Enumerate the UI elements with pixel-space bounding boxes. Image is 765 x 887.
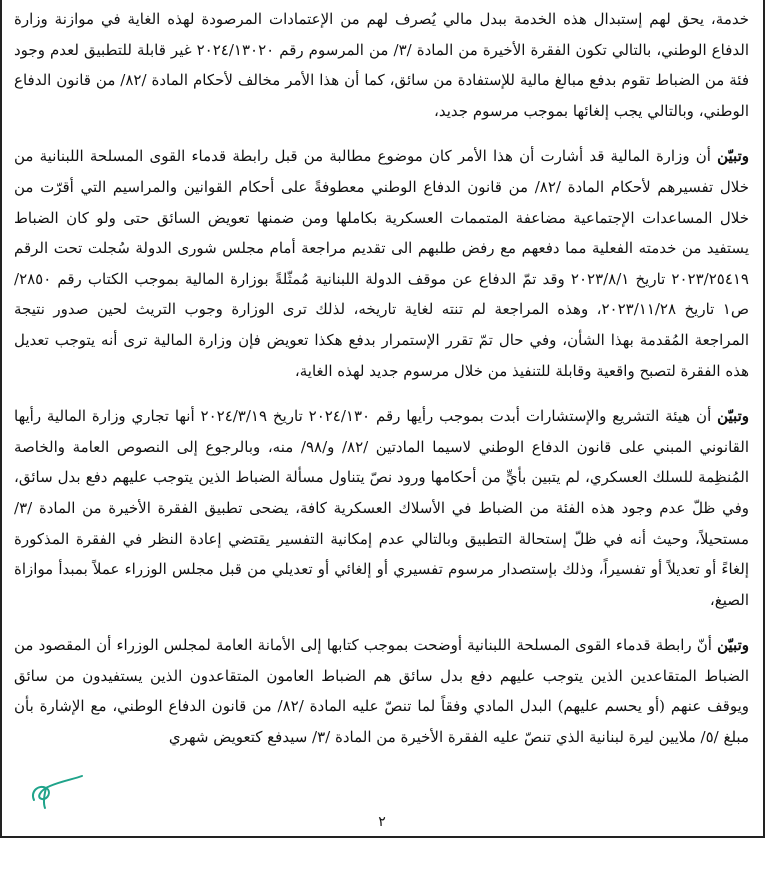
paragraph-2-text: أن وزارة المالية قد أشارت أن هذا الأمر كان موضوع مطالبة من قبل رابطة قدماء القوى المسلحة اللبنانية من خلال تفسيرهم لأحكام المادة /٨٢/ من قانون الدفاع الوطني معطوفةً على أحكام القوانين والمراسيم التي أقرّت من خلال المساعدات الإجتماعية مضاعفة المتممات العسكرية بكاملها ومن ضمنها تعويض السائق حتى ولو كان الضباط يستفيد من خدمته الفعلية مما دفعهم مع رفض طلبهم الى تقديم مراجعة أمام مجلس شورى الدولة سُجلت تحت الرقم ٢٠٢٣/٢٥٤١٩ تاريخ ٢٠٢٣/٨/١ وقد تمّ الدفاع عن موقف الدولة اللبنانية مُمثّلةً بوزارة المالية بموجب الكتاب رقم ٢٨٥٠/ص١ تاريخ ٢٠٢٣/١١/٢٨، وهذه المراجعة لم تنته لغاية تاريخه، لذلك ترى الوزارة وجوب التريث لحين صدور نتيجة المراجعة المُقدمة بهذا الشأن، وفي حال تمّ تقرر الإستمرار بدفع هكذا تعويض فإن وزارة المالية ترى أنه يتوجب تعديل هذه الفقرة لتصبح واقعية وقابلة للتنفيذ من خلال مرسوم جديد لهذه الغاية، <box>14 147 749 380</box>
paragraph-1 <box>14 4 749 126</box>
paragraph-3-lead: وتبيّن <box>717 407 749 426</box>
paragraph-2-lead: وتبيّن <box>717 147 749 166</box>
paragraph-1-text: خدمة، يحق لهم إستبدال هذه الخدمة ببدل مالي يُصرف لهم من الإعتمادات المرصودة لهذه الغاية في موازنة وزارة الدفاع الوطني، بالتالي تكون الفقرة الأخيرة من المادة /٣/ من المرسوم رقم ٢٠٢٤/١٣٠٢٠ غير قابلة للتطبيق لعدم وجود فئة من الضباط تقوم بدفع مبالغ مالية للإستفادة من سائق، كما أن هذا الأمر مخالف لأحكام المادة /٨٢/ من قانون الدفاع الوطني، وبالتالي يجب إلغائها بموجب مرسوم جديد، <box>14 10 749 120</box>
handwritten-signature <box>28 770 86 810</box>
page-number: ٢ <box>378 814 386 830</box>
paragraph-3 <box>14 401 749 615</box>
page-border-bottom <box>0 836 765 838</box>
paragraph-3-text: أن هيئة التشريع والإستشارات أبدت بموجب رأيها رقم ٢٠٢٤/١٣٠ تاريخ ٢٠٢٤/٣/١٩ أنها تجاري وزارة المالية رأيها القانوني المبني على قانون الدفاع الوطني لاسيما المادتين /٨٢/ و/٩٨/ منه، وبالرجوع إلى النصوص العامة والخاصة المُنظِمة للسلك العسكري، لم يتبين بأيٍّ من أحكامها ورود نصّ يتناول مسألة الضباط الذين يتوجب عليهم دفع بدل سائق، وفي ظلّ عدم وجود هذه الفئة من الضباط في الأسلاك العسكرية كافة، يضحى تطبيق الفقرة الأخيرة من المادة /٣/ مستحيلاً، وحيث أنه في ظلّ إستحالة التطبيق وبالتالي عدم إمكانية التفسير يقتضي إعادة النظر في الفقرة المذكورة إلغاءً أو تعديلاً أو تفسيراً، وذلك بإستصدار مرسوم تفسيري أو إلغائي أو تعديلي من قبل مجلس الوزراء عملاً بمبدأ موازاة الصيغ، <box>14 407 750 609</box>
paragraph-4-text: أنّ رابطة قدماء القوى المسلحة اللبنانية أوضحت بموجب كتابها إلى الأمانة العامة لمجلس الوزراء أن المقصود من الضباط المتقاعدين الذين يتوجب عليهم دفع بدل سائق هم الضباط العامون المتقاعدون الذين يستفيدون من سائق ويوقف عنهم (أو يحسم عليهم) البدل المادي وفقاً لما تنصّ عليه المادة /٨٢/ من قانون الدفاع الوطني، مع الإشارة بأن مبلغ /٥/ ملايين ليرة لبنانية الذي تنصّ عليه الفقرة الأخيرة من المادة /٣/ سيدفع كتعويض شهري <box>14 636 750 747</box>
document-body <box>14 4 749 753</box>
page-border-left <box>0 0 2 838</box>
paragraph-4-lead: وتبيّن <box>717 636 749 655</box>
paragraph-2 <box>14 141 749 386</box>
paragraph-4 <box>14 630 749 752</box>
